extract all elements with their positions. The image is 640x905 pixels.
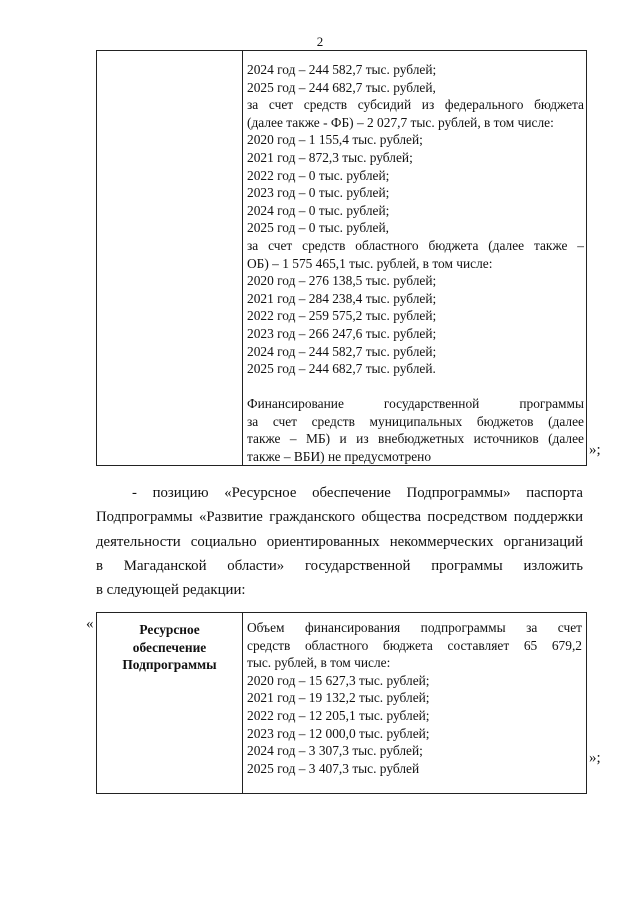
funding-line: 2020 год – 1 155,4 тыс. рублей; — [247, 132, 423, 148]
financing-line: также – МБ) и из внебюджетных источников (далее — [247, 431, 584, 447]
resource-label — [97, 613, 242, 674]
resource-line: 2021 год – 19 132,2 тыс. рублей; — [247, 690, 430, 706]
funding-line: 2025 год – 244 682,7 тыс. рублей. — [247, 361, 436, 377]
resource-line: 2020 год – 15 627,3 тыс. рублей; — [247, 672, 430, 688]
funding-line: 2024 год – 244 582,7 тыс. рублей; — [247, 62, 437, 77]
funding-line: 2024 год – 244 582,7 тыс. рублей; — [247, 343, 437, 359]
funding-line: 2021 год – 284 238,4 тыс. рублей; — [247, 290, 437, 306]
funding-line: 2023 год – 266 247,6 тыс. рублей; — [247, 325, 437, 341]
funding-line: 2021 год – 872,3 тыс. рублей; — [247, 149, 413, 165]
paragraph-line: Подпрограммы «Развитие гражданского общества посредством поддержки — [96, 509, 583, 526]
resource-label-line: обеспечение — [132, 639, 207, 655]
funding-line: 2022 год – 259 575,2 тыс. рублей; — [247, 308, 437, 324]
resource-line: 2024 год – 3 307,3 тыс. рублей; — [247, 743, 423, 759]
resource-line: 2022 год – 12 205,1 тыс. рублей; — [247, 707, 430, 723]
funding-line: 2020 год – 276 138,5 тыс. рублей; — [247, 273, 437, 289]
funding-line: за счет средств субсидий из федерального бюджета — [247, 97, 584, 113]
funding-table-continued — [96, 50, 587, 466]
resource-line: 2025 год – 3 407,3 тыс. рублей — [247, 760, 420, 776]
funding-line: (далее также - ФБ) – 2 027,7 тыс. рублей, в том числе: — [247, 114, 554, 130]
financing-line: за счет средств муниципальных бюджетов (далее — [247, 413, 584, 429]
resource-line: Объем финансирования подпрограммы за счет — [247, 620, 582, 635]
funding-line: 2023 год – 0 тыс. рублей; — [247, 185, 390, 201]
funding-line: ОБ) – 1 575 465,1 тыс. рублей, в том числе: — [247, 255, 493, 271]
table2-close-quote: »; — [589, 750, 601, 766]
funding-lines — [247, 61, 584, 378]
funding-line: 2022 год – 0 тыс. рублей; — [247, 167, 390, 183]
funding-line: за счет средств областного бюджета (далее также – — [247, 237, 584, 253]
amendment-paragraph — [96, 481, 583, 602]
financing-line: также – ВБИ) не предусмотрено — [247, 449, 432, 465]
funding-line: 2025 год – 0 тыс. рублей, — [247, 220, 389, 236]
table-label-cell — [97, 51, 243, 465]
resource-label-line: Подпрограммы — [122, 657, 217, 673]
resource-label-line: Ресурсное — [139, 622, 200, 637]
paragraph-line: в следующей редакции: — [96, 582, 246, 599]
resource-label-cell — [97, 613, 243, 793]
resource-provision-table — [96, 612, 587, 794]
resource-line: 2023 год – 12 000,0 тыс. рублей; — [247, 725, 430, 741]
funding-line: 2025 год – 244 682,7 тыс. рублей, — [247, 79, 436, 95]
paragraph-line: деятельности социально ориентированных некоммерческих организаций — [96, 533, 583, 550]
funding-line: 2024 год – 0 тыс. рублей; — [247, 202, 390, 218]
resource-lines — [247, 619, 582, 777]
table-content-cell — [243, 51, 586, 465]
table2-open-quote: « — [86, 616, 94, 632]
table1-close-quote: »; — [589, 442, 601, 458]
resource-line: тыс. рублей, в том числе: — [247, 655, 391, 671]
paragraph-line: - позицию «Ресурсное обеспечение Подпрограммы» паспорта — [132, 485, 583, 501]
financing-line: Финансирование государственной программы — [247, 396, 584, 412]
financing-note — [247, 395, 584, 465]
resource-line: средств областного бюджета составляет 65 679,2 — [247, 637, 582, 653]
resource-content-cell — [243, 613, 586, 793]
paragraph-line: в Магаданской области» государственной программы изложить — [96, 557, 583, 574]
page-number: 2 — [316, 34, 324, 49]
